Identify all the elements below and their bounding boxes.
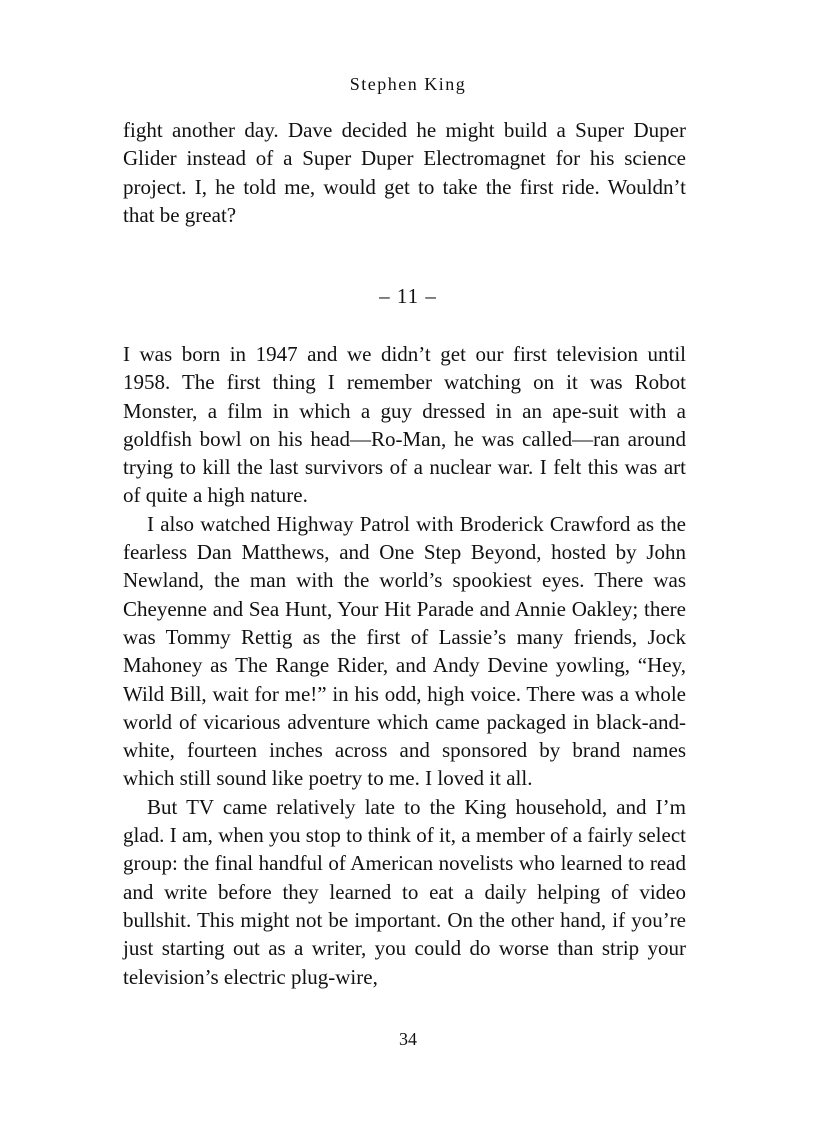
section-number: – 11 – [379,284,437,308]
page-number: 34 [399,1029,417,1049]
paragraph-2: I also watched Highway Patrol with Broderick Crawford as the fearless Dan Matthews, and One Step Beyond, hosted by John Newland, the man with the world’s spookiest eyes. There was Cheyenne and Sea Hunt, Your Hit Parade and Annie Oakley; there was Tommy Rettig as the first of Lassie’s many friends, Jock Mahoney as The Range Rider, and Andy Devine yowling, “Hey, Wild Bill, wait for me!” in his odd, high voice. There was a whole world of vicarious adventure which came packaged in black-and-white, fourteen inches across and sponsored by brand names which still sound like poetry to me. I loved it all. [123,511,686,791]
paragraph-continued: fight another day. Dave decided he might build a Super Duper Glider instead of a Super Duper Electromagnet for his science project. I, he told me, would get to take the first ride. Wouldn’t that be great? [123,118,686,227]
section-body [123,340,686,991]
running-head: Stephen King [349,74,467,94]
continued-paragraph-block [123,116,686,229]
paragraph-3: But TV came relatively late to the King household, and I’m glad. I am, when you stop to think of it, a member of a fairly select group: the final handful of American novelists who learned to read and write before they learned to eat a daily helping of video bullshit. This might not be important. On the other hand, if you’re just starting out as a writer, you could do worse than strip your television’s electric plug-wire, [123,794,686,989]
paragraph-1: I was born in 1947 and we didn’t get our first television until 1958. The first thing I remember watching on it was Robot Monster, a film in which a guy dressed in an ape-suit with a goldfish bowl on his head—Ro-Man, he was called—ran around trying to kill the last survivors of a nuclear war. I felt this was art of quite a high nature. [123,342,686,508]
